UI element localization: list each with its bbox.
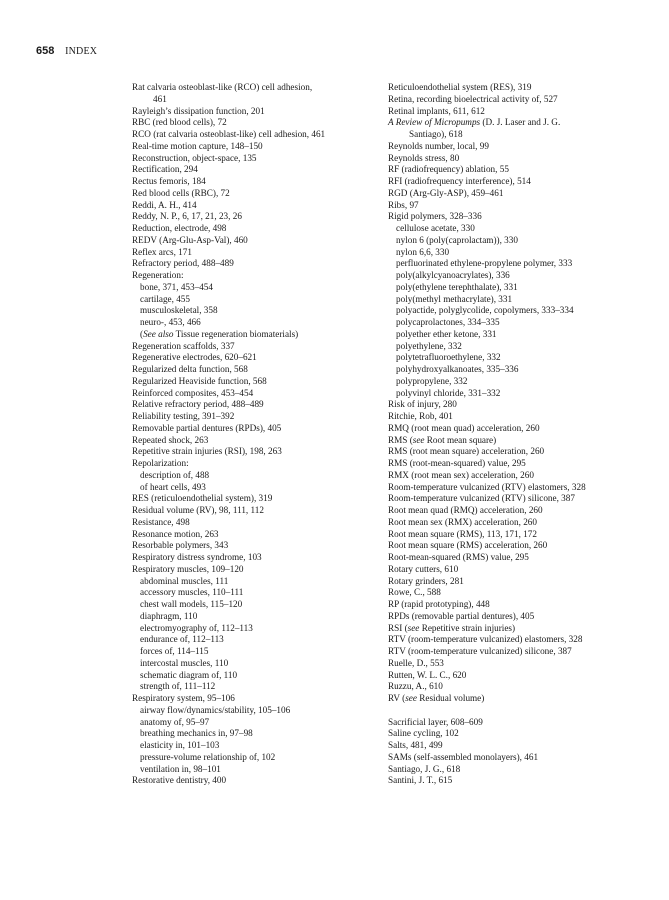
entry-italic: see bbox=[405, 693, 417, 703]
page-number: 658 bbox=[36, 45, 55, 57]
index-entry bbox=[388, 470, 643, 482]
entry-text: Repetitive strain injuries (RSI), 198, 263 bbox=[132, 446, 282, 457]
entry-text: Reflex arcs, 171 bbox=[132, 246, 192, 257]
entry-text: REDV (Arg-Glu-Asp-Val), 460 bbox=[132, 234, 248, 245]
entry-text: Restorative dentistry, 400 bbox=[132, 775, 227, 786]
entry-text: RES (reticuloendothelial system), 319 bbox=[132, 493, 273, 504]
index-entry bbox=[388, 540, 643, 552]
entry-text: RMS ( bbox=[388, 434, 413, 445]
index-entry bbox=[132, 329, 382, 341]
index-entry bbox=[132, 117, 382, 129]
entry-text: Root mean square) bbox=[424, 434, 497, 445]
index-entry bbox=[132, 176, 382, 188]
entry-text: Reynolds number, local, 99 bbox=[388, 140, 489, 151]
index-entry bbox=[388, 270, 643, 282]
index-entry bbox=[388, 423, 643, 435]
index-entry bbox=[388, 364, 643, 376]
index-entry bbox=[132, 129, 382, 141]
index-entry bbox=[388, 117, 643, 129]
index-entry bbox=[132, 200, 382, 212]
entry-text: polypropylene, 332 bbox=[396, 375, 468, 386]
entry-text: airway flow/dynamics/stability, 105–106 bbox=[140, 704, 291, 715]
index-entry bbox=[132, 517, 382, 529]
entry-text: Santiago, J. G., 618 bbox=[388, 763, 461, 774]
entry-text: description of, 488 bbox=[140, 469, 210, 480]
entry-text: Reinforced composites, 453–454 bbox=[132, 387, 254, 398]
entry-text: Tissue regeneration biomaterials) bbox=[173, 328, 299, 339]
entry-text: Root-mean-squared (RMS) value, 295 bbox=[388, 552, 529, 562]
entry-text: Rotary grinders, 281 bbox=[388, 575, 464, 586]
index-entry bbox=[388, 646, 643, 658]
index-entry bbox=[132, 646, 382, 658]
index-entry bbox=[388, 576, 643, 588]
index-entry bbox=[132, 728, 382, 740]
entry-text: Respiratory system, 95–106 bbox=[132, 693, 235, 703]
entry-text: Reliability testing, 391–392 bbox=[132, 411, 235, 421]
index-entry bbox=[388, 670, 643, 682]
entry-text: accessory muscles, 110–111 bbox=[140, 587, 244, 598]
index-column-left bbox=[132, 82, 382, 787]
entry-text: diaphragm, 110 bbox=[140, 610, 198, 621]
entry-text: Reticuloendothelial system (RES), 319 bbox=[388, 82, 532, 92]
entry-text: Rectification, 294 bbox=[132, 164, 198, 175]
entry-text: Regularized delta function, 568 bbox=[132, 364, 248, 374]
index-entry bbox=[388, 282, 643, 294]
index-column-right bbox=[388, 82, 643, 787]
index-entry bbox=[388, 106, 643, 118]
entry-text: Root mean square (RMS) acceleration, 260 bbox=[388, 540, 548, 551]
index-entry bbox=[132, 141, 382, 153]
entry-text: poly(methyl methacrylate), 331 bbox=[396, 293, 513, 304]
entry-text: Root mean square (RMS), 113, 171, 172 bbox=[388, 528, 537, 539]
entry-text: RV ( bbox=[388, 693, 406, 703]
index-entry bbox=[132, 153, 382, 165]
entry-text: RTV (room-temperature vulcanized) elastomers, 328 bbox=[388, 634, 583, 645]
index-entry bbox=[388, 317, 643, 329]
index-entry bbox=[132, 740, 382, 752]
entry-text: Reconstruction, object-space, 135 bbox=[132, 152, 257, 163]
entry-text: Risk of injury, 280 bbox=[388, 399, 457, 410]
entry-text: Regenerative electrodes, 620–621 bbox=[132, 352, 257, 363]
index-entry bbox=[388, 388, 643, 400]
entry-text: Residual volume (RV), 98, 111, 112 bbox=[132, 505, 264, 515]
index-entry bbox=[388, 153, 643, 165]
entry-text: Residual volume) bbox=[416, 693, 485, 703]
index-entry bbox=[388, 258, 643, 270]
entry-text: RTV (room-temperature vulcanized) silicone, 387 bbox=[388, 646, 572, 656]
index-entry bbox=[388, 728, 643, 740]
entry-text: Ruzzu, A., 610 bbox=[388, 681, 443, 692]
entry-text: of heart cells, 493 bbox=[140, 481, 206, 492]
entry-text: polytetrafluoroethylene, 332 bbox=[396, 352, 501, 363]
index-entry bbox=[388, 634, 643, 646]
entry-text: RMS (root-mean-squared) value, 295 bbox=[388, 458, 526, 468]
entry-text: RSI ( bbox=[388, 622, 408, 633]
entry-text: poly(alkylcyanoacrylates), 336 bbox=[396, 270, 510, 280]
entry-text: intercostal muscles, 110 bbox=[140, 657, 229, 668]
entry-text: Respiratory muscles, 109–120 bbox=[132, 563, 244, 574]
index-entry bbox=[388, 294, 643, 306]
entry-text: Reddi, A. H., 414 bbox=[132, 199, 197, 210]
entry-text: Relative refractory period, 488–489 bbox=[132, 399, 264, 410]
page-title: INDEX bbox=[65, 46, 98, 57]
entry-text: Repetitive strain injuries) bbox=[419, 622, 516, 633]
index-entry bbox=[132, 211, 382, 223]
index-entry bbox=[388, 352, 643, 364]
entry-text: Regeneration: bbox=[132, 270, 184, 280]
index-entry bbox=[388, 611, 643, 623]
entry-text: Real-time motion capture, 148–150 bbox=[132, 140, 263, 151]
entry-italic: A Review of Micropumps bbox=[388, 117, 481, 128]
index-entry bbox=[132, 317, 382, 329]
entry-text: Ruelle, D., 553 bbox=[388, 657, 444, 668]
entry-italic: see bbox=[407, 622, 420, 633]
index-entry bbox=[132, 282, 382, 294]
entry-text: nylon 6,6, 330 bbox=[396, 246, 450, 257]
index-entry bbox=[132, 164, 382, 176]
index-entry bbox=[388, 517, 643, 529]
entry-text: Rat calvaria osteoblast-like (RCO) cell adhesion, bbox=[132, 82, 313, 92]
index-entry bbox=[388, 82, 643, 94]
entry-text: bone, 371, 453–454 bbox=[140, 281, 213, 292]
index-entry bbox=[388, 94, 643, 106]
entry-text: Saline cycling, 102 bbox=[388, 728, 459, 739]
index-entry bbox=[132, 764, 382, 776]
entry-text: RMS (root mean square) acceleration, 260 bbox=[388, 446, 545, 457]
index-entry bbox=[388, 200, 643, 212]
index-entry bbox=[132, 505, 382, 517]
index-entry bbox=[388, 587, 643, 599]
entry-text: RGD (Arg-Gly-ASP), 459–461 bbox=[388, 187, 504, 198]
entry-text: RFI (radiofrequency interference), 514 bbox=[388, 176, 531, 186]
index-entry bbox=[388, 341, 643, 353]
index-entry bbox=[132, 752, 382, 764]
index-entry bbox=[132, 482, 382, 494]
entry-text: Repeated shock, 263 bbox=[132, 434, 209, 445]
index-entry bbox=[132, 623, 382, 635]
index-entry bbox=[388, 141, 643, 153]
index-entry bbox=[132, 106, 382, 118]
entry-text: Regularized Heaviside function, 568 bbox=[132, 375, 267, 386]
index-entry bbox=[388, 493, 643, 505]
entry-text: polyether ether ketone, 331 bbox=[396, 328, 497, 339]
index-entry bbox=[132, 423, 382, 435]
index-entry bbox=[132, 188, 382, 200]
entry-text: Resistance, 498 bbox=[132, 516, 190, 527]
entry-text: RPDs (removable partial dentures), 405 bbox=[388, 610, 535, 621]
index-entry bbox=[132, 693, 382, 705]
index-entry bbox=[388, 446, 643, 458]
entry-text: SAMs (self-assembled monolayers), 461 bbox=[388, 751, 539, 762]
entry-text: Resonance motion, 263 bbox=[132, 528, 219, 539]
index-entry bbox=[132, 94, 382, 106]
entry-text: elasticity in, 101–103 bbox=[140, 740, 220, 750]
entry-text: endurance of, 112–113 bbox=[140, 634, 224, 645]
index-entry bbox=[388, 399, 643, 411]
index-entry bbox=[132, 564, 382, 576]
entry-text: electromyography of, 112–113 bbox=[140, 622, 253, 633]
index-entry bbox=[388, 623, 643, 635]
entry-text: Santiago), 618 bbox=[409, 129, 463, 139]
index-entry bbox=[132, 470, 382, 482]
entry-text: polyhydroxyalkanoates, 335–336 bbox=[396, 364, 519, 374]
entry-text: cellulose acetate, 330 bbox=[396, 223, 475, 233]
index-entry bbox=[132, 552, 382, 564]
index-entry bbox=[132, 717, 382, 729]
entry-text: nylon 6 (poly(caprolactam)), 330 bbox=[396, 234, 518, 245]
entry-text: Root mean quad (RMQ) acceleration, 260 bbox=[388, 505, 543, 515]
entry-text: strength of, 111–112 bbox=[140, 681, 216, 692]
entry-text: abdominal muscles, 111 bbox=[140, 575, 229, 586]
index-entry bbox=[132, 270, 382, 282]
index-entry bbox=[132, 540, 382, 552]
entry-text: poly(ethylene terephthalate), 331 bbox=[396, 281, 518, 292]
index-entry bbox=[388, 717, 643, 729]
index-entry bbox=[388, 247, 643, 259]
index-entry bbox=[388, 752, 643, 764]
index-entry bbox=[388, 223, 643, 235]
entry-text: polyvinyl chloride, 331–332 bbox=[396, 387, 501, 398]
entry-text: Removable partial dentures (RPDs), 405 bbox=[132, 422, 282, 433]
index-entry bbox=[388, 564, 643, 576]
index-entry bbox=[388, 329, 643, 341]
index-entry bbox=[388, 211, 643, 223]
entry-text: Root mean sex (RMX) acceleration, 260 bbox=[388, 516, 537, 527]
index-entry bbox=[388, 705, 643, 717]
entry-text: Ribs, 97 bbox=[388, 199, 419, 210]
index-entry bbox=[132, 611, 382, 623]
entry-text: Rotary cutters, 610 bbox=[388, 563, 459, 574]
entry-text: anatomy of, 95–97 bbox=[140, 716, 210, 727]
index-entry bbox=[132, 305, 382, 317]
index-entry bbox=[388, 529, 643, 541]
entry-text: ventilation in, 98–101 bbox=[140, 763, 221, 774]
index-entry bbox=[132, 587, 382, 599]
index-entry bbox=[132, 576, 382, 588]
entry-text: musculoskeletal, 358 bbox=[140, 305, 218, 316]
entry-text: polycaprolactones, 334–335 bbox=[396, 317, 500, 327]
entry-text: Repolarization: bbox=[132, 458, 189, 468]
index-entry bbox=[388, 740, 643, 752]
entry-text: breathing mechanics in, 97–98 bbox=[140, 728, 253, 739]
entry-text: Reddy, N. P., 6, 17, 21, 23, 26 bbox=[132, 211, 242, 222]
entry-text: Rectus femoris, 184 bbox=[132, 176, 206, 186]
entry-text: chest wall models, 115–120 bbox=[140, 599, 243, 609]
index-entry bbox=[388, 129, 643, 141]
entry-text: polyethylene, 332 bbox=[396, 340, 462, 351]
index-entry bbox=[132, 294, 382, 306]
index-entry bbox=[388, 764, 643, 776]
index-entry bbox=[132, 458, 382, 470]
entry-text: Red blood cells (RBC), 72 bbox=[132, 187, 230, 198]
entry-text: Refractory period, 488–489 bbox=[132, 258, 234, 269]
index-entry bbox=[388, 599, 643, 611]
index-entry bbox=[388, 693, 643, 705]
index-entry bbox=[388, 188, 643, 200]
entry-text: neuro-, 453, 466 bbox=[140, 317, 201, 327]
index-entry bbox=[388, 482, 643, 494]
page-header bbox=[36, 45, 97, 57]
index-entry bbox=[132, 411, 382, 423]
index-entry bbox=[388, 305, 643, 317]
entry-text: RMX (root mean sex) acceleration, 260 bbox=[388, 469, 534, 480]
entry-text: Rutten, W. L. C., 620 bbox=[388, 669, 467, 680]
index-entry bbox=[388, 435, 643, 447]
entry-text: Rowe, C., 588 bbox=[388, 587, 441, 598]
entry-text: Santini, J. T., 615 bbox=[388, 775, 453, 786]
entry-text: Respiratory distress syndrome, 103 bbox=[132, 552, 262, 562]
entry-text: RF (radiofrequency) ablation, 55 bbox=[388, 164, 509, 175]
index-entry bbox=[132, 82, 382, 94]
entry-text: Room-temperature vulcanized (RTV) silicone, 387 bbox=[388, 493, 575, 504]
entry-text: Salts, 481, 499 bbox=[388, 740, 443, 750]
entry-text: Rayleigh’s dissipation function, 201 bbox=[132, 105, 265, 116]
index-entry bbox=[132, 223, 382, 235]
entry-text: Reduction, electrode, 498 bbox=[132, 223, 227, 233]
entry-text: cartilage, 455 bbox=[140, 293, 190, 304]
index-entry bbox=[388, 164, 643, 176]
entry-text: Retinal implants, 611, 612 bbox=[388, 105, 485, 116]
index-entry bbox=[388, 235, 643, 247]
entry-text: RP (rapid prototyping), 448 bbox=[388, 599, 490, 609]
index-entry bbox=[132, 705, 382, 717]
index-entry bbox=[132, 599, 382, 611]
index-entry bbox=[132, 258, 382, 270]
entry-text: schematic diagram of, 110 bbox=[140, 669, 238, 680]
index-entry bbox=[132, 529, 382, 541]
entry-text: Rigid polymers, 328–336 bbox=[388, 211, 482, 222]
index-entry bbox=[132, 341, 382, 353]
index-entry bbox=[132, 435, 382, 447]
entry-text: (D. J. Laser and J. G. bbox=[480, 117, 561, 128]
index-entry bbox=[388, 411, 643, 423]
index-entry bbox=[132, 681, 382, 693]
entry-text: perfluorinated ethylene-propylene polymer, 333 bbox=[396, 258, 573, 269]
index-entry bbox=[132, 446, 382, 458]
index-entry bbox=[132, 670, 382, 682]
entry-text: ( bbox=[140, 328, 144, 339]
entry-text: Retina, recording bioelectrical activity of, 527 bbox=[388, 93, 558, 104]
entry-text: 461 bbox=[153, 93, 167, 104]
index-entry bbox=[132, 376, 382, 388]
entry-text: Sacrificial layer, 608–609 bbox=[388, 716, 483, 727]
index-entry bbox=[388, 681, 643, 693]
index-entry bbox=[388, 505, 643, 517]
index-entry bbox=[132, 399, 382, 411]
index-entry bbox=[388, 176, 643, 188]
index-entry bbox=[388, 658, 643, 670]
index-entry bbox=[132, 352, 382, 364]
index-entry bbox=[132, 388, 382, 400]
entry-text: polyactide, polyglycolide, copolymers, 333–334 bbox=[396, 305, 574, 316]
entry-text: RBC (red blood cells), 72 bbox=[132, 117, 227, 128]
index-entry bbox=[132, 634, 382, 646]
entry-text: forces of, 114–115 bbox=[140, 646, 209, 656]
entry-text: pressure-volume relationship of, 102 bbox=[140, 751, 276, 762]
entry-text: Reynolds stress, 80 bbox=[388, 152, 460, 163]
index-entry bbox=[132, 775, 382, 787]
index-entry bbox=[132, 247, 382, 259]
index-entry bbox=[132, 493, 382, 505]
entry-italic: See also bbox=[143, 328, 174, 339]
index-entry bbox=[132, 235, 382, 247]
entry-italic: see bbox=[412, 434, 425, 445]
index-entry bbox=[388, 458, 643, 470]
index-entry bbox=[388, 775, 643, 787]
entry-text: RCO (rat calvaria osteoblast-like) cell adhesion, 461 bbox=[132, 129, 326, 139]
entry-text: Ritchie, Rob, 401 bbox=[388, 411, 453, 421]
index-entry bbox=[388, 552, 643, 564]
entry-text: RMQ (root mean quad) acceleration, 260 bbox=[388, 422, 540, 433]
index-entry bbox=[132, 364, 382, 376]
index-entry bbox=[388, 376, 643, 388]
index-entry bbox=[132, 658, 382, 670]
entry-text: Room-temperature vulcanized (RTV) elastomers, 328 bbox=[388, 481, 586, 492]
entry-text: Resorbable polymers, 343 bbox=[132, 540, 229, 551]
entry-text: Regeneration scaffolds, 337 bbox=[132, 340, 235, 351]
